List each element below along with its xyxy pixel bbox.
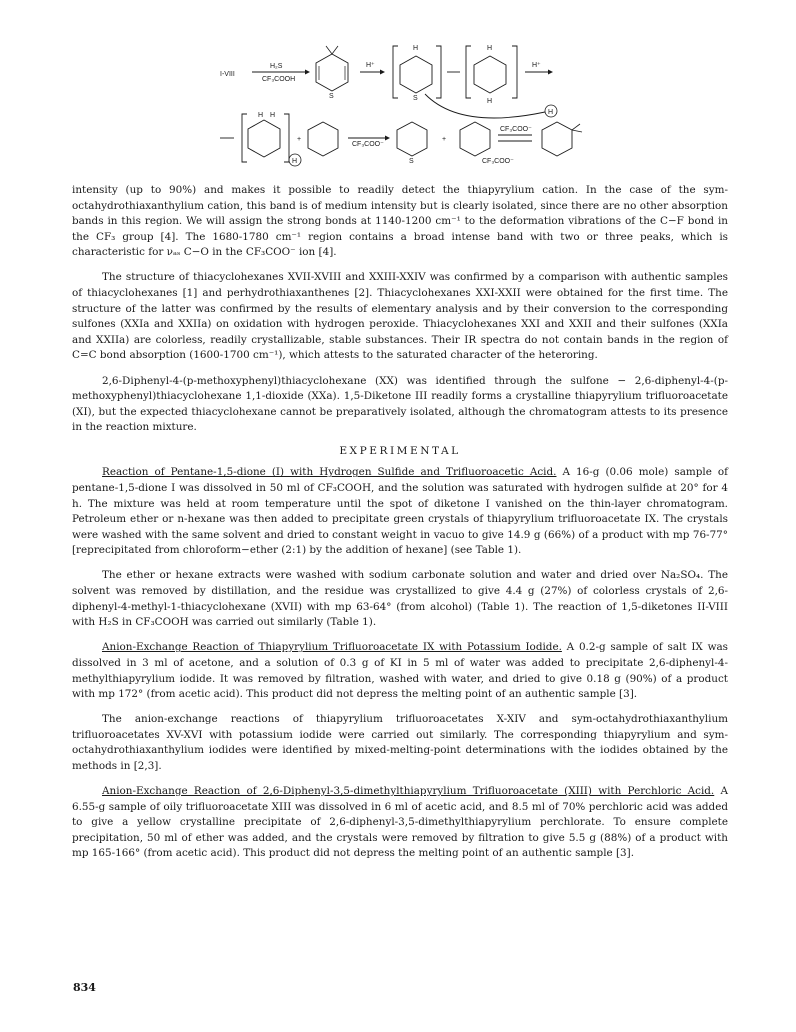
section-heading-experimental: EXPERIMENTAL: [339, 445, 461, 458]
scheme-hydride-1: H: [548, 109, 554, 116]
ring-pyran-me1: [326, 46, 332, 54]
paragraph-pentane-text: A 16-g (0.06 mole) sample of pentane-1,5-dione I was dissolved in 50 ml of CF₃COOH, and the solution was saturated with hydrogen sulfide at 20° for 4 h. The mixture was held at room temperature until the spot of diketone I vanished on the thin-layer chromatogram. Petroleum ether or n-hexane was then added to precipitate green crystals of thiapyrylium trifluoroacetate IX. The crystals were washed with the same solvent and dried to constant weight in vacuo to give 14.9 g (66%) of a product with mp 76-77° [reprecipitated from chloroform−ether (2:1) by the addition of hexane] (see Table 1).: [72, 466, 729, 557]
scheme-anion-1: CF₃COO⁻: [352, 141, 384, 148]
scheme-hydride-2: H: [292, 158, 298, 165]
paragraph-ir-intro: intensity (up to 90%) and makes it possible to readily detect the thiapyrylium cation. In the case of the sym-octahydrothiaxanthylium cation, this band is of medium intensity but is clearly isolated, since there are no other absorption bands in this region. We will assign the strong bonds at 1140-1200 cm⁻¹ to the deformation vibrations of the C−F bond in the CF₃ group [4]. The 1680-1780 cm⁻¹ region contains a broad intense band with two or three peaks, which is characteristic for νₐₛ C−O in the CF₃COO⁻ ion [4].: [72, 184, 728, 259]
ring-intermediate-h2: H: [270, 112, 276, 119]
hydride-transfer-curve: [425, 94, 545, 118]
page-number: 834: [73, 981, 96, 994]
scheme-reactant-label: I-VIII: [220, 71, 235, 78]
reaction-scheme: [220, 38, 590, 168]
ring-final-me2: [572, 130, 582, 132]
paragraph-anion-exchange-similar: The anion-exchange reactions of thiapyrylium trifluoroacetates X-XIV and sym-octahydrothiaxanthylium trifluoroacetates XV-XVI with potassium iodide were carried out similarly. The corresponding thiapyrylium and sym-octahydrothiaxanthylium iodides were identified by mixed-melting-point determinations with the iodides obtained by the methods in [2,3].: [72, 713, 728, 772]
scheme-plus-2: +: [442, 136, 447, 143]
paragraph-anion-exchange-ki: [72, 640, 728, 702]
paragraph-anion-exchange-perchloric: [72, 784, 728, 862]
bracket-left-2: [466, 46, 471, 98]
scheme-arrowhead-5: [385, 136, 390, 141]
paragraph-ki-title: Anion-Exchange Reaction of Thiapyrylium Trifluoroacetate IX with Potassium Iodide.: [102, 641, 562, 654]
scheme-proton-1: H⁺: [366, 62, 375, 69]
bracket-right-1: [436, 46, 441, 98]
scheme-proton-2: H⁺: [532, 62, 541, 69]
article-body: [72, 183, 728, 872]
paragraph-perchloric-text: A 6.55-g sample of oily trifluoroacetate XIII was dissolved in 6 ml of acetic acid, and 8.5 ml of 70% perchloric acid was added to give a yellow crystalline precipitate of 2,6-diphenyl-3,5-dimethylthiapyrylium perchlorate. To ensure complete precipitation, 50 ml of ether was added, and the crystals were removed by filtration to give 5.5 g (88%) of a product with mp 165-166° (from acetic acid). This product did not depress the melting point of an authentic sample [3].: [72, 785, 728, 860]
scheme-anion-3: CF₃COO⁻: [482, 158, 514, 165]
ring-intermediate-h: H: [258, 112, 264, 119]
ring-product: [397, 122, 427, 156]
ring-pyran-me2: [332, 46, 338, 54]
scheme-anion-2: CF₃COO⁻: [500, 126, 532, 133]
bracket-left-1: [393, 46, 398, 98]
ring-cation-1: [400, 56, 432, 93]
ring-cation-1-h: H: [413, 45, 419, 52]
ring-final-me1: [572, 124, 580, 130]
bracket-right-3: [284, 114, 289, 162]
paragraph-perchloric-title: Anion-Exchange Reaction of 2,6-Diphenyl-3,5-dimethylthiapyrylium Trifluoroacetate (XIII) with Perchloric Acid.: [102, 785, 715, 798]
scheme-plus-1: +: [297, 136, 302, 143]
scheme-arrowhead-3: [548, 70, 553, 75]
paragraph-diphenyl: 2,6-Diphenyl-4-(p-methoxyphenyl)thiacyclohexane (XX) was identified through the sulfone − 2,6-diphenyl-4-(p-methoxyphenyl)thiacyclohexane 1,1-dioxide (XXa). 1,5-Diketone III readily forms a crystalline thiapyrylium trifluoroacetate (XI), but the expected thiacyclohexane cannot be preparatively isolated, although the chromatogram attests to its presence in the reaction mixture.: [72, 374, 728, 434]
scheme-arrowhead-2: [380, 70, 385, 75]
scheme-reagent-top: H₂S: [270, 63, 283, 70]
ring-pyran: [316, 54, 348, 91]
ring-pyran-s: S: [329, 93, 334, 100]
paragraph-pentane-reaction: [72, 465, 728, 559]
scheme-arrowhead-1: [305, 70, 310, 75]
ring-cation-2-h2: H: [487, 98, 493, 105]
scheme-reagent-bottom: CF₃COOH: [262, 76, 296, 83]
paragraph-ki-text: A 0.2-g sample of salt IX was dissolved in 3 ml of acetone, and a solution of 0.3 g of KI in 5 ml of water was added to precipitate 2,6-diphenyl-4-methylthiapyrylium iodide. It was removed by filtration, washed with water, and dried to give 0.18 g (90%) of a product with mp 172° (from acetic acid). This product did not depress the melting point of an authentic sample [3].: [72, 641, 729, 701]
ring-cation-1-s: S: [413, 95, 418, 102]
ring-thiapyrylium: [460, 122, 490, 156]
paragraph-ether-extracts: The ether or hexane extracts were washed with sodium carbonate solution and water and dried over Na₂SO₄. The solvent was removed by distillation, and the residue was crystallized to give 4.4 g (27%) of colorless crystals of 2,6-diphenyl-4-methyl-1-thiacyclohexane (XVII) with mp 63-64° (from alcohol) (Table 1). The reaction of 1,5-diketones II-VIII with H₂S in CF₃COOH was carried out similarly (Table 1).: [72, 569, 728, 629]
paragraph-structure: The structure of thiacyclohexanes XVII-XVIII and XXIII-XXIV was confirmed by a comparison with authentic samples of thiacyclohexanes [1] and perhydrothiaxanthenes [2]. Thiacyclohexanes XXI-XXII were obtained for the first time. The structure of the latter was confirmed by the results of elementary analysis and by their conversion to the corresponding sulfones (XXIa and XXIIa) on oxidation with hydrogen peroxide. Thiacyclohexanes XXI and XXII and their sulfones (XXIa and XXIIa) are colorless, readily crystallizable, stable substances. Their IR spectra do not contain bands in the region of C=C bond absorption (1600-1700 cm⁻¹), which attests to the saturated character of the heteroring.: [72, 271, 728, 362]
ring-cation-2: [474, 56, 506, 93]
bracket-left-3: [242, 114, 247, 162]
ring-final: [542, 122, 572, 156]
ring-cation-2-h: H: [487, 45, 493, 52]
ring-salt: [308, 122, 338, 156]
ring-product-s: S: [409, 158, 414, 165]
bracket-right-2: [512, 46, 517, 98]
ring-intermediate: [248, 120, 280, 157]
paragraph-pentane-title: Reaction of Pentane-1,5-dione (I) with Hydrogen Sulfide and Trifluoroacetic Acid.: [102, 466, 557, 479]
